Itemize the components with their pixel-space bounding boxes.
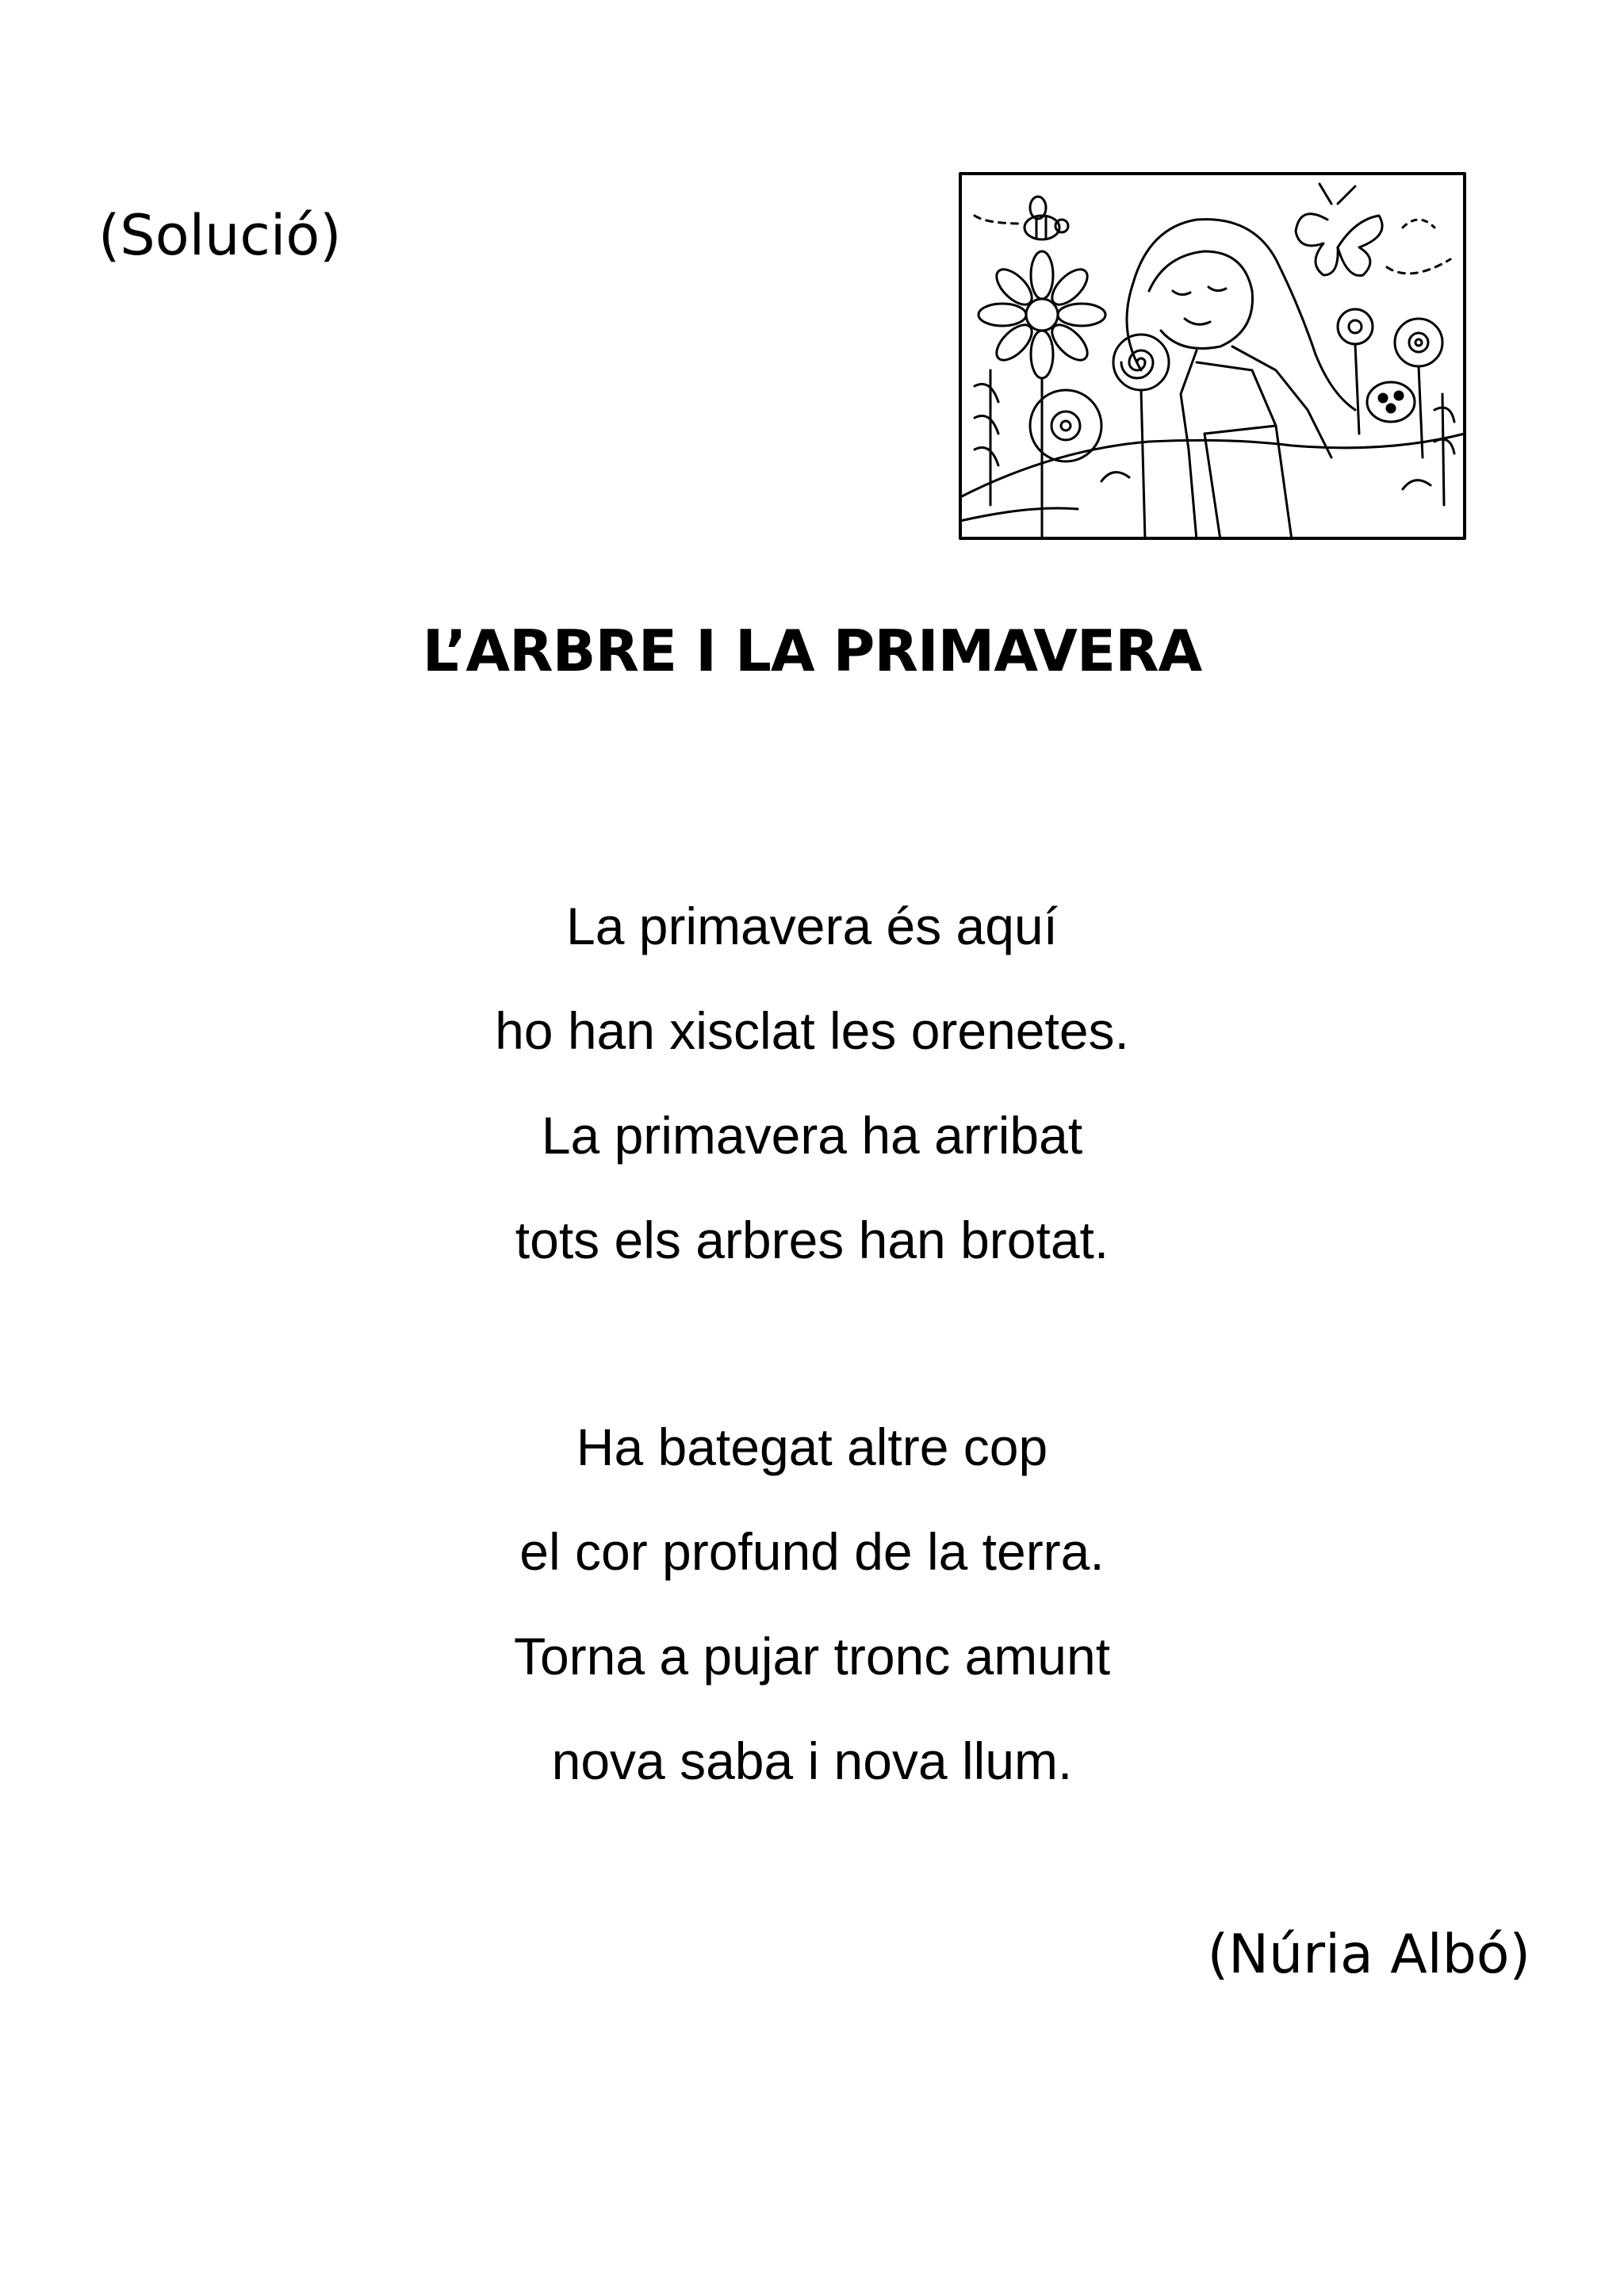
poem-title: L’ARBRE I LA PRIMAVERA: [422, 618, 1202, 684]
poem-line: La primavera ha arribat: [541, 1106, 1083, 1165]
poem-line: Torna a pujar tronc amunt: [513, 1627, 1111, 1686]
poem-line: nova saba i nova llum.: [551, 1732, 1073, 1790]
stanza: [0, 874, 1624, 1292]
spring-girl-flowers-illustration: [959, 172, 1466, 540]
poem-line: tots els arbres han brotat.: [515, 1211, 1109, 1269]
poem-line: el cor profund de la terra.: [519, 1522, 1105, 1581]
poem-body: [0, 874, 1624, 1813]
poem-line: ho han xisclat les orenetes.: [495, 1001, 1129, 1060]
poem-author: (Núria Albó): [1207, 1923, 1530, 1986]
poem-line: La primavera és aquí: [565, 897, 1058, 955]
stanza: [0, 1395, 1624, 1813]
poem-line: Ha bategat altre cop: [576, 1418, 1048, 1476]
solution-label: (Solució): [98, 203, 342, 268]
